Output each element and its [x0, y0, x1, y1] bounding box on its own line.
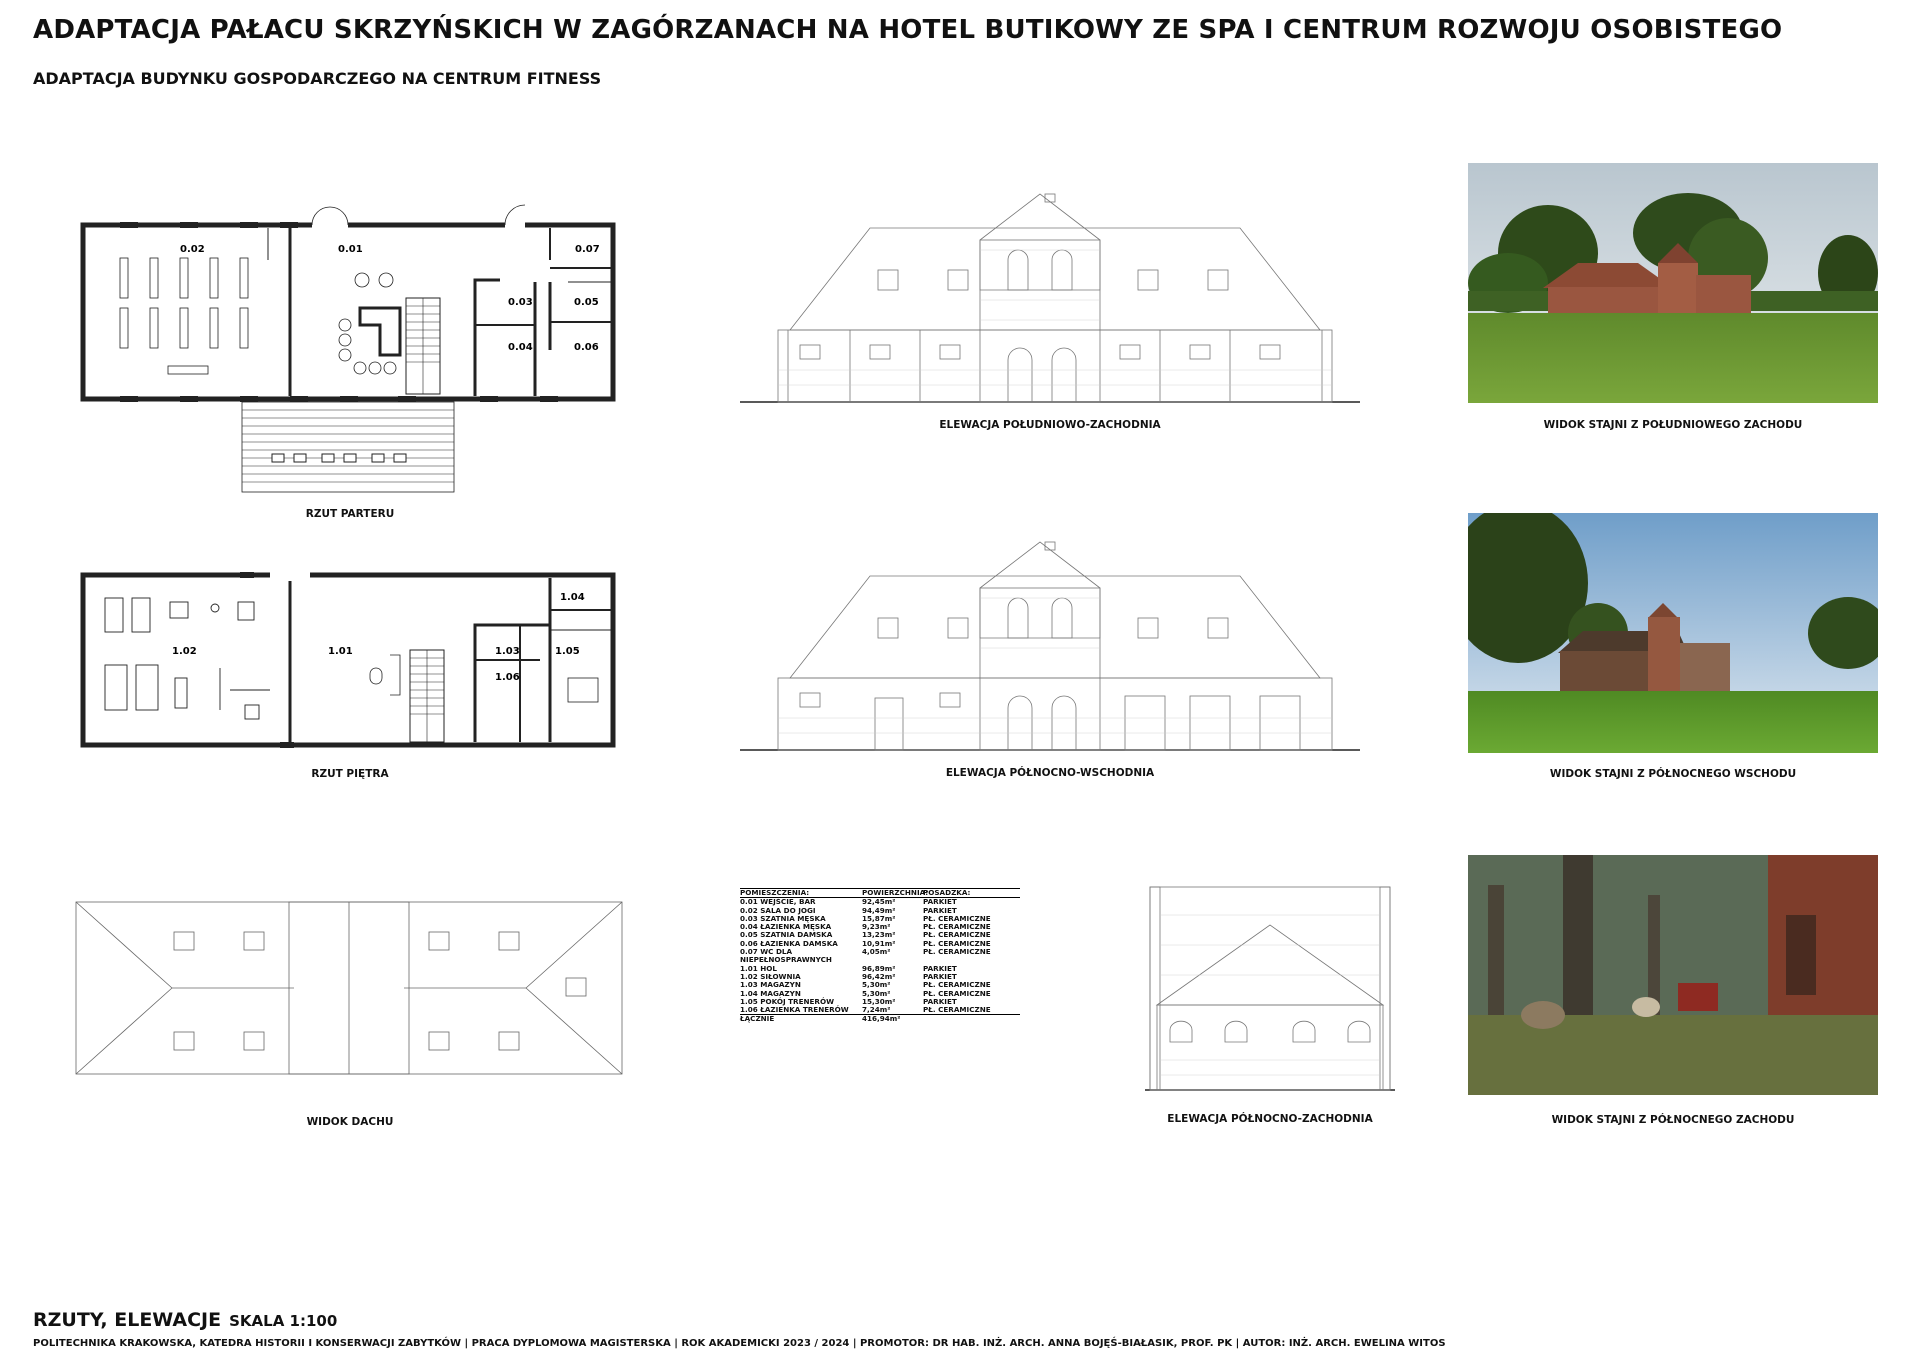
room-name: 1.01 HOL: [740, 963, 777, 973]
col-header: POMIESZCZENIA:: [740, 888, 810, 897]
room-name: 0.01 WEJŚCIE, BAR: [740, 897, 816, 907]
ground-floor-plan: [80, 220, 620, 500]
col-header: POSADZKA:: [923, 888, 971, 897]
room-name: 1.02 SIŁOWNIA: [740, 971, 801, 981]
room-floor: PŁ. CERAMICZNE: [923, 947, 991, 957]
room-label-1.05: 1.05: [555, 646, 580, 657]
elevation-ne-caption: ELEWACJA PÓŁNOCNO-WSCHODNIA: [945, 767, 1155, 779]
photo-sw-view: [1468, 163, 1878, 403]
room-area: 13,23m²: [862, 930, 896, 940]
room-name: 0.07 WC DLA NIEPEŁNOSPRAWNYCH: [740, 947, 832, 965]
room-area: 5,30m²: [862, 988, 891, 998]
roof-view-caption: WIDOK DACHU: [306, 1116, 394, 1128]
elevation-sw-caption: ELEWACJA POŁUDNIOWO-ZACHODNIA: [939, 419, 1161, 431]
photo-nw-view: [1468, 855, 1878, 1095]
room-area: 15,87m²: [862, 913, 896, 923]
room-name: 0.02 SALA DO JOGI: [740, 905, 816, 915]
room-name: 0.03 SZATNIA MĘSKA: [740, 913, 826, 923]
roof-view: [74, 900, 624, 1080]
room-floor: PŁ. CERAMICZNE: [923, 980, 991, 990]
room-floor: PARKIET: [923, 971, 957, 981]
footer-credits: POLITECHNIKA KRAKOWSKA, KATEDRA HISTORII I KONSERWACJI ZABYTKÓW | PRACA DYPLOMOWA MAGISTERSKA | ROK AKADEMICKI 2023 / 2024 | PROMOTOR: DR HAB. INŻ. ARCH. ANNA BOJĘŚ-BIAŁASIK, PROF. PK | AUTOR: INŻ. ARCH. EWELINA WITOS: [33, 1338, 1446, 1349]
room-label-0.07: 0.07: [575, 244, 600, 255]
room-floor: PŁ. CERAMICZNE: [923, 930, 991, 940]
room-floor: PARKIET: [923, 905, 957, 915]
page-subtitle: ADAPTACJA BUDYNKU GOSPODARCZEGO NA CENTRUM FITNESS: [33, 69, 602, 88]
elevation-nw: [1145, 885, 1395, 1095]
room-area: 15,30m²: [862, 996, 896, 1006]
room-area: 5,30m²: [862, 980, 891, 990]
page-title: ADAPTACJA PAŁACU SKRZYŃSKICH W ZAGÓRZANACH NA HOTEL BUTIKOWY ZE SPA I CENTRUM ROZWOJU OSOBISTEGO: [33, 15, 1783, 45]
room-area: 96,89m²: [862, 963, 896, 973]
total-label: ŁĄCZNIE: [740, 1014, 775, 1024]
table-row: [740, 1006, 1020, 1014]
room-area: 92,45m²: [862, 897, 896, 907]
room-label-1.01: 1.01: [328, 646, 353, 657]
room-name: 1.05 POKÓJ TRENERÓW: [740, 996, 834, 1006]
elevation-ne: [740, 538, 1360, 758]
room-floor: PŁ. CERAMICZNE: [923, 988, 991, 998]
room-label-1.06: 1.06: [495, 672, 520, 683]
footer-scale: SKALA 1:100: [229, 1312, 338, 1330]
upper-floor-plan: [80, 570, 620, 750]
photo-sw-caption: WIDOK STAJNI Z POŁUDNIOWEGO ZACHODU: [1543, 419, 1803, 431]
room-floor: PŁ. CERAMICZNE: [923, 1005, 991, 1015]
room-label-1.03: 1.03: [495, 646, 520, 657]
photo-ne-caption: WIDOK STAJNI Z PÓŁNOCNEGO WSCHODU: [1549, 768, 1797, 780]
room-area: 94,49m²: [862, 905, 896, 915]
room-table: [740, 888, 1020, 1024]
table-total-row: [740, 1014, 1020, 1023]
room-name: 0.05 SZATNIA DAMSKA: [740, 930, 833, 940]
room-floor: PARKIET: [923, 897, 957, 907]
room-area: 9,23m²: [862, 922, 891, 932]
room-floor: PŁ. CERAMICZNE: [923, 938, 991, 948]
room-label-0.06: 0.06: [574, 342, 599, 353]
room-name: 1.03 MAGAZYN: [740, 980, 801, 990]
room-area: 10,91m²: [862, 938, 896, 948]
room-floor: PŁ. CERAMICZNE: [923, 922, 991, 932]
photo-nw-caption: WIDOK STAJNI Z PÓŁNOCNEGO ZACHODU: [1551, 1114, 1795, 1126]
room-name: 1.04 MAGAZYN: [740, 988, 801, 998]
table-row: [740, 948, 1020, 965]
room-area: 4,05m²: [862, 947, 891, 957]
elevation-sw: [740, 190, 1360, 410]
room-label-1.04: 1.04: [560, 592, 585, 603]
room-label-0.03: 0.03: [508, 297, 533, 308]
room-label-0.01: 0.01: [338, 244, 363, 255]
room-label-0.05: 0.05: [574, 297, 599, 308]
ground-plan-caption: RZUT PARTERU: [305, 508, 395, 520]
elevation-nw-caption: ELEWACJA PÓŁNOCNO-ZACHODNIA: [1167, 1113, 1373, 1125]
photo-ne-view: [1468, 513, 1878, 753]
room-floor: PŁ. CERAMICZNE: [923, 913, 991, 923]
room-label-0.04: 0.04: [508, 342, 533, 353]
room-area: 96,42m²: [862, 971, 896, 981]
room-name: 1.06 ŁAZIENKA TRENERÓW: [740, 1005, 849, 1015]
room-floor: PARKIET: [923, 996, 957, 1006]
upper-plan-caption: RZUT PIĘTRA: [311, 768, 389, 780]
footer-title: [33, 1309, 337, 1331]
col-header: POWIERZCHNIA:: [862, 888, 929, 897]
room-name: 0.04 ŁAZIENKA MĘSKA: [740, 922, 832, 932]
total-value: 416,94m²: [862, 1014, 901, 1024]
room-area: 7,24m²: [862, 1005, 891, 1015]
room-floor: PARKIET: [923, 963, 957, 973]
room-name: 0.06 ŁAZIENKA DAMSKA: [740, 938, 838, 948]
room-label-1.02: 1.02: [172, 646, 197, 657]
room-label-0.02: 0.02: [180, 244, 205, 255]
footer-title-text: RZUTY, ELEWACJE: [33, 1309, 222, 1331]
